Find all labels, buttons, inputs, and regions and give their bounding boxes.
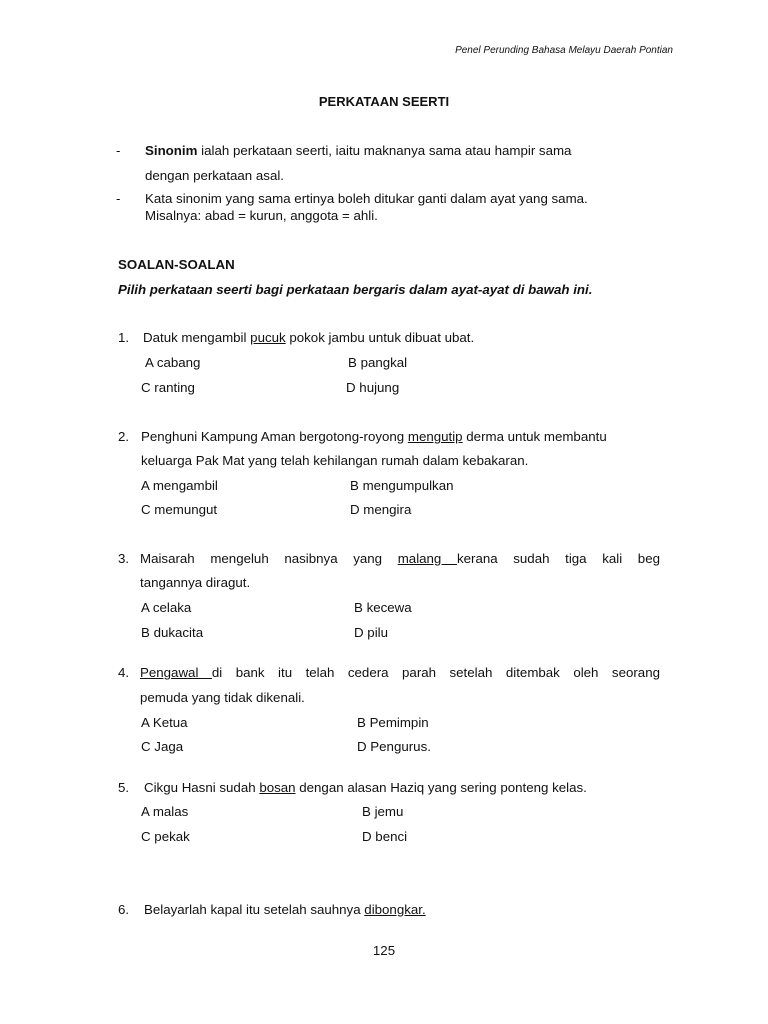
- question-number: 6.: [118, 902, 130, 917]
- note-1-line-1: [145, 143, 571, 158]
- option-a: A mengambil: [141, 478, 218, 493]
- question-text: [143, 330, 474, 345]
- option-d: D Pengurus.: [357, 739, 431, 754]
- underlined-word: malang: [397, 551, 457, 566]
- question-text: [144, 780, 587, 795]
- underlined-word: pucuk: [250, 330, 286, 345]
- question-text-line-2: tangannya diragut.: [140, 575, 251, 590]
- option-c: B dukacita: [141, 625, 204, 640]
- option-a: A cabang: [145, 355, 201, 370]
- option-d: D benci: [362, 829, 408, 844]
- option-c: C ranting: [141, 380, 195, 395]
- option-b: B Pemimpin: [357, 715, 429, 730]
- option-c: C memungut: [141, 502, 218, 517]
- underlined-word: mengutip: [407, 429, 463, 444]
- question-number: 1.: [118, 330, 130, 345]
- question-number: 3.: [118, 551, 130, 566]
- note-1-line-2: dengan perkataan asal.: [145, 168, 284, 183]
- note-1-text: ialah perkataan seerti, iaitu maknanya sama atau hampir sama: [201, 143, 572, 158]
- option-c: C pekak: [141, 829, 190, 844]
- question-text: [140, 665, 660, 680]
- option-b: B pangkal: [348, 355, 408, 370]
- note-2-line-1: Kata sinonim yang sama ertinya boleh ditukar ganti dalam ayat yang sama.: [145, 191, 588, 206]
- question-number: 4.: [118, 665, 130, 680]
- question-text: [144, 902, 426, 917]
- page-title: PERKATAAN SEERTI: [318, 94, 450, 109]
- question-text: [141, 429, 607, 444]
- option-c: C Jaga: [141, 739, 184, 754]
- option-a: A Ketua: [141, 715, 188, 730]
- question-text-after: kerana sudah tiga kali beg: [456, 551, 660, 566]
- note-bullet: -: [116, 191, 121, 206]
- section-heading: SOALAN-SOALAN: [118, 257, 235, 272]
- question-text-before: Maisarah mengeluh nasibnya yang: [140, 551, 383, 566]
- option-b: B mengumpulkan: [350, 478, 454, 493]
- question-number: 5.: [118, 780, 130, 795]
- question-text-before: Datuk mengambil: [143, 330, 247, 345]
- underlined-word: bosan: [259, 780, 296, 795]
- question-text-after: derma untuk membantu: [466, 429, 607, 444]
- question-text-line-2: keluarga Pak Mat yang telah kehilangan rumah dalam kebakaran.: [141, 453, 529, 468]
- option-d: D hujung: [346, 380, 400, 395]
- question-text-after: pokok jambu untuk dibuat ubat.: [289, 330, 475, 345]
- option-d: D mengira: [350, 502, 412, 517]
- option-a: A celaka: [141, 600, 192, 615]
- note-2-line-2: Misalnya: abad = kurun, anggota = ahli.: [145, 208, 378, 223]
- question-text-after: di bank itu telah cedera parah setelah ditembak oleh seorang: [211, 665, 660, 680]
- underlined-word: Pengawal: [140, 665, 212, 680]
- option-b: B jemu: [362, 804, 404, 819]
- option-a: A malas: [141, 804, 189, 819]
- question-text-line-2: pemuda yang tidak dikenali.: [140, 690, 305, 705]
- note-1-term: Sinonim: [145, 143, 198, 158]
- question-text-before: Cikgu Hasni sudah: [144, 780, 256, 795]
- question-text-after: dengan alasan Haziq yang sering ponteng kelas.: [299, 780, 587, 795]
- section-instruction: Pilih perkataan seerti bagi perkataan bergaris dalam ayat-ayat di bawah ini.: [118, 282, 593, 297]
- question-text-before: Belayarlah kapal itu setelah sauhnya: [144, 902, 361, 917]
- page-number: 125: [372, 943, 396, 958]
- question-text-before: Penghuni Kampung Aman bergotong-royong: [141, 429, 405, 444]
- note-bullet: -: [116, 143, 121, 158]
- question-number: 2.: [118, 429, 130, 444]
- option-b: B kecewa: [354, 600, 412, 615]
- page-header-note: Penel Perunding Bahasa Melayu Daerah Pontian: [455, 45, 673, 56]
- option-d: D pilu: [354, 625, 388, 640]
- question-text: [140, 551, 660, 566]
- underlined-word: dibongkar.: [364, 902, 426, 917]
